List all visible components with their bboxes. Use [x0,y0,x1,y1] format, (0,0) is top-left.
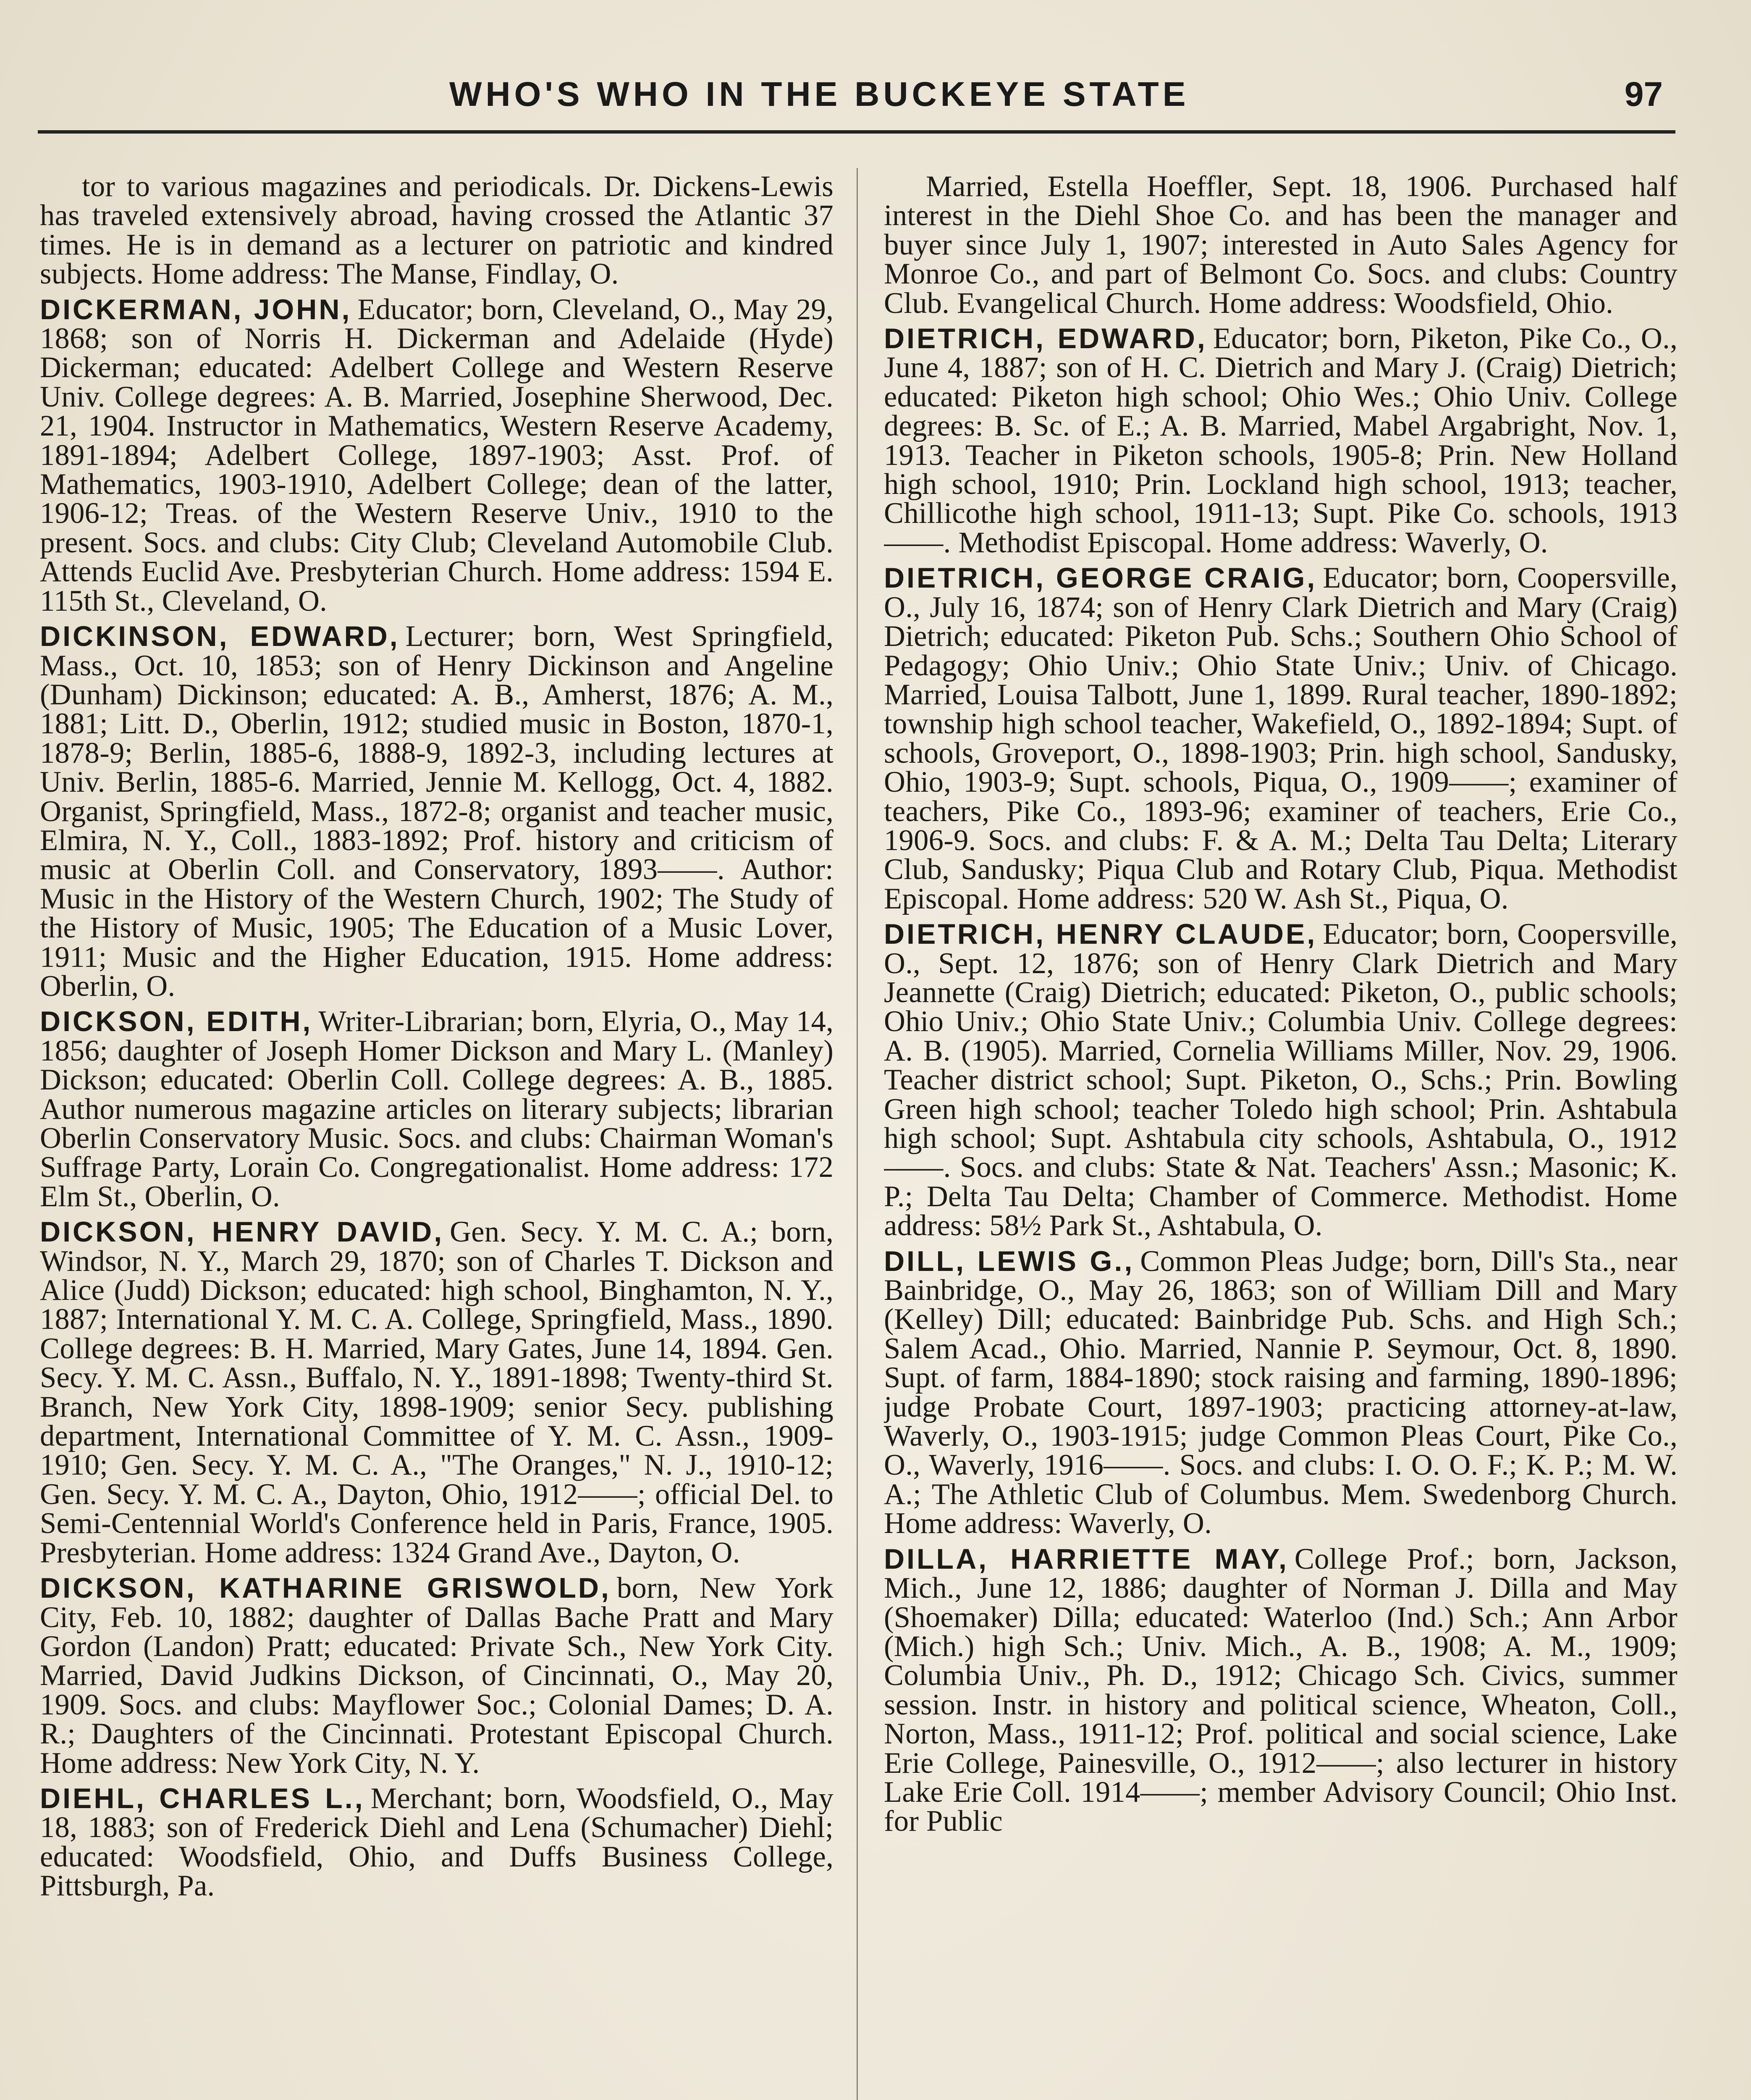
biography-entry [884,920,1678,1240]
biography-entry [40,172,834,289]
biography-entry [884,324,1678,557]
entry-text: Married, Estella Hoeffler, Sept. 18, 1906. Purchased half interest in the Diehl Shoe Co. and has been the manager and buyer since July 1, 1907; interested in Auto Sales Agency for Monroe Co., and part of Belmont Co. Socs. and clubs: Country Club. Evangelical Church. Home address: Woodsfield, Ohio. [884,172,1678,320]
biography-entry [884,172,1678,318]
column-divider [857,168,858,2100]
entry-name: DICKSON, EDITH, [40,1005,313,1038]
entry-name: DIETRICH, HENRY CLAUDE, [884,918,1317,950]
entry-text: Merchant; born, Woodsfield, O., May 18, 1883; son of Frederick Diehl and Lena (Schumacher) Diehl; educated: Woodsfield, Ohio, and Duffs Business College, Pittsburgh, Pa. [40,1782,834,1903]
entry-text: Educator; born, Coopersville, O., Sept. 12, 1876; son of Henry Clark Dietrich and Mary Jeannette (Craig) Dietrich; educated: Piketon, O., public schools; Ohio Univ.; Ohio State Univ.; Columbia Univ. College degrees: A. B. (1905). Married, Cornelia Williams Miller, Nov. 29, 1906. Teacher district school; Supt. Piketon, O., Schs.; Prin. Bowling Green high school; teacher Toledo high school; Prin. Ashtabula high school; Supt. Ashtabula city schools, Ashtabula, O., 1912——. Socs. and clubs: State & Nat. Teachers' Assn.; Masonic; K. P.; Delta Tau Delta; Chamber of Commerce. Methodist. Home address: 58½ Park St., Ashtabula, O. [884,918,1678,1242]
entry-name: DICKSON, KATHARINE GRISWOLD, [40,1572,611,1604]
entry-text: Gen. Secy. Y. M. C. A.; born, Windsor, N. Y., March 29, 1870; son of Charles T. Dickson and Alice (Judd) Dickson; educated: high school, Binghamton, N. Y., 1887; International Y. M. C. A. College, Springfield, Mass., 1890. College degrees: B. H. Married, Mary Gates, June 14, 1894. Gen. Secy. Y. M. C. Assn., Buffalo, N. Y., 1891-1898; Twenty-third St. Branch, New York City, 1898-1909; senior Secy. publishing department, International Committee of Y. M. C. Assn., 1909-1910; Gen. Secy. Y. M. C. A., "The Oranges," N. J., 1910-12; Gen. Secy. Y. M. C. A., Dayton, Ohio, 1912——; official Del. to Semi-Centennial World's Conference held in Paris, France, 1905. Presbyterian. Home address: 1324 Grand Ave., Dayton, O. [40,1215,834,1569]
biography-entry [884,1542,1678,1838]
entry-text: Educator; born, Piketon, Pike Co., O., June 4, 1887; son of H. C. Dietrich and Mary J. (Craig) Dietrich; educated: Piketon high school; Ohio Wes.; Ohio Univ. College degrees: B. Sc. of E.; A. B. Married, Mabel Argabright, Nov. 1, 1913. Teacher in Piketon schools, 1905-8; Prin. New Holland high school, 1910; Prin. Lockland high school, 1913; teacher, Chillicothe high school, 1911-13; Supt. Pike Co. schools, 1913——. Methodist Episcopal. Home address: Waverly, O. [884,322,1678,559]
entry-text: College Prof.; born, Jackson, Mich., June 12, 1886; daughter of Norman J. Dilla and May (Shoemaker) Dilla; educated: Waterloo (Ind.) Sch.; Ann Arbor (Mich.) high Sch.; Univ. Mich., A. B., 1908; A. M., 1909; Columbia Univ., Ph. D., 1912; Chicago Sch. Civics, summer session. Instr. in history and political science, Wheaton, Coll., Norton, Mass., 1911-12; Prof. political and social science, Lake Erie College, Painesville, O., 1912——; also lecturer in history Lake Erie Coll. 1914——; member Advisory Council; Ohio Inst. for Public [884,1542,1678,1838]
entry-name: DIETRICH, GEORGE CRAIG, [884,562,1317,594]
entry-text: tor to various magazines and periodicals. Dr. Dickens-Lewis has traveled extensively abroad, having crossed the Atlantic 37 times. He is in demand as a lecturer on patriotic and kindred subjects. Home address: The Manse, Findlay, O. [40,172,834,291]
entry-text: Educator; born, Cleveland, O., May 29, 1868; son of Norris H. Dickerman and Adelaide (Hyde) Dickerman; educated: Adelbert College and Western Reserve Univ. College degrees: A. B. Married, Josephine Sherwood, Dec. 21, 1904. Instructor in Mathematics, Western Reserve Academy, 1891-1894; Adelbert College, 1897-1903; Asst. Prof. of Mathematics, 1903-1910, Adelbert College; dean of the latter, 1906-12; Treas. of the Western Reserve Univ., 1910 to the present. Socs. and clubs: City Club; Cleveland Automobile Club. Attends Euclid Ave. Presbyterian Church. Home address: 1594 E. 115th St., Cleveland, O. [40,293,834,617]
entry-name: DICKERMAN, JOHN, [40,293,352,326]
entry-name: DILL, LEWIS G., [884,1245,1135,1277]
biography-entry [40,1784,834,1901]
entry-text: Writer-Librarian; born, Elyria, O., May 14, 1856; daughter of Joseph Homer Dickson and Mary L. (Manley) Dickson; educated: Oberlin Coll. College degrees: A. B., 1885. Author numerous magazine articles on literary subjects; librarian Oberlin Conservatory Music. Socs. and clubs: Chairman Woman's Suffrage Party, Lorain Co. Congregationalist. Home address: 172 Elm St., Oberlin, O. [40,1005,834,1213]
running-header [38,67,1675,134]
biography-entry [884,564,1678,914]
biography-entry [40,622,834,1001]
page-number: 97 [1624,75,1663,113]
biography-entry [40,1215,834,1569]
entry-text: Common Pleas Judge; born, Dill's Sta., near Bainbridge, O., May 26, 1863; son of William Dill and Mary (Kelley) Dill; educated: Bainbridge Pub. Schs. and High Sch.; Salem Acad., Ohio. Married, Nannie P. Seymour, Oct. 8, 1890. Supt. of farm, 1884-1890; stock raising and farming, 1890-1896; judge Probate Court, 1897-1903; practicing attorney-at-law, Waverly, O., 1903-1915; judge Common Pleas Court, Pike Co., O., Waverly, 1916——. Socs. and clubs: I. O. O. F.; K. P.; M. W. A.; The Athletic Club of Columbus. Mem. Swedenborg Church. Home address: Waverly, O. [884,1244,1678,1540]
entry-name: DIETRICH, EDWARD, [884,323,1207,355]
left-column [40,172,834,2100]
running-title: WHO'S WHO IN THE BUCKEYE STATE [449,75,1190,113]
entry-text: Educator; born, Coopersville, O., July 16, 1874; son of Henry Clark Dietrich and Mary (Craig) Dietrich; educated: Piketon Pub. Schs.; Southern Ohio School of Pedagogy; Ohio Univ.; Ohio State Univ.; Univ. of Chicago. Married, Louisa Talbott, June 1, 1899. Rural teacher, 1890-1892; township high school teacher, Wakefield, O., 1892-1894; Supt. of schools, Groveport, O., 1898-1903; Prin. high school, Sandusky, Ohio, 1903-9; Supt. schools, Piqua, O., 1909——; examiner of teachers, Pike Co., 1893-96; examiner of teachers, Erie Co., 1906-9. Socs. and clubs: F. & A. M.; Delta Tau Delta; Literary Club, Sandusky; Piqua Club and Rotary Club, Piqua. Methodist Episcopal. Home address: 520 W. Ash St., Piqua, O. [884,562,1678,915]
entry-text: born, New York City, Feb. 10, 1882; daughter of Dallas Bache Pratt and Mary Gordon (Landon) Pratt; educated: Private Sch., New York City. Married, David Judkins Dickson, of Cincinnati, O., May 20, 1909. Socs. and clubs: Mayflower Soc.; Colonial Dames; D. A. R.; Daughters of the Cincinnati. Protestant Episcopal Church. Home address: New York City, N. Y. [40,1572,834,1780]
entry-name: DICKSON, HENRY DAVID, [40,1216,444,1248]
biography-entry [40,1007,834,1211]
right-column [884,172,1678,2100]
biography-entry [884,1244,1678,1540]
entry-name: DICKINSON, EDWARD, [40,620,400,653]
biography-entry [40,295,834,616]
biography-entry [40,1574,834,1778]
entry-name: DIEHL, CHARLES L., [40,1782,365,1814]
entry-text: Lecturer; born, West Springfield, Mass., Oct. 10, 1853; son of Henry Dickinson and Angeline (Dunham) Dickinson; educated: A. B., Amherst, 1876; A. M., 1881; Litt. D., Oberlin, 1912; studied music in Boston, 1870-1, 1878-9; Berlin, 1885-6, 1888-9, 1892-3, including lectures at Univ. Berlin, 1885-6. Married, Jennie M. Kellogg, Oct. 4, 1882. Organist, Springfield, Mass., 1872-8; organist and teacher music, Elmira, N. Y., Coll., 1883-1892; Prof. history and criticism of music at Oberlin Coll. and Conservatory, 1893——. Author: Music in the History of the Western Church, 1902; The Study of the History of Music, 1905; The Education of a Music Lover, 1911; Music and the Higher Education, 1915. Home address: Oberlin, O. [40,620,834,1003]
entry-name: DILLA, HARRIETTE MAY, [884,1543,1289,1575]
